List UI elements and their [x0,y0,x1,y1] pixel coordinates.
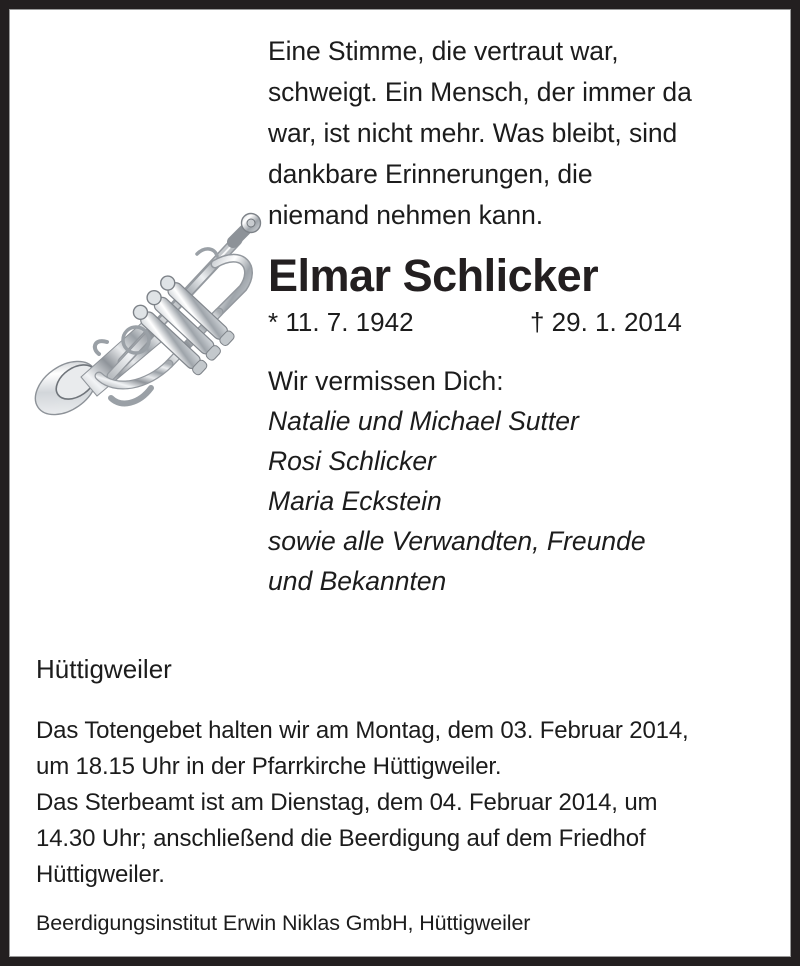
notice-canvas [9,9,791,957]
service-line: um 18.15 Uhr in der Pfarrkirche Hüttigweiler. [36,753,502,780]
service-line: Hüttigweiler. [36,861,165,888]
mourning-intro: Wir vermissen Dich: [268,366,504,396]
mourner-name: Maria Eckstein [268,486,442,516]
death-date: † 29. 1. 2014 [530,307,682,337]
service-details [36,713,776,893]
service-line: 14.30 Uhr; anschließend die Beerdigung auf dem Friedhof [36,825,646,852]
verse-line: Eine Stimme, die vertraut war, [268,36,619,66]
verse-line: war, ist nicht mehr. Was bleibt, sind [268,118,678,148]
verse-line: niemand nehmen kann. [268,200,543,230]
undertaker-credit: Beerdigungsinstitut Erwin Niklas GmbH, Hüttigweiler [36,911,531,935]
mourner-name: Natalie und Michael Sutter [268,406,579,436]
place-name: Hüttigweiler [36,654,172,684]
trumpet-illustration [19,192,267,444]
service-line: Das Totengebet halten wir am Montag, dem 03. Februar 2014, [36,717,689,744]
life-dates [268,305,773,339]
trumpet-icon [19,192,267,444]
deceased-name: Elmar Schlicker [268,250,599,301]
mourner-name: und Bekannten [268,566,447,596]
verse-line: dankbare Erinnerungen, die [268,159,593,189]
mourner-name: Rosi Schlicker [268,446,436,476]
birth-date: * 11. 7. 1942 [268,307,414,337]
text-column [268,31,773,601]
mourner-name: sowie alle Verwandten, Freunde [268,526,646,556]
verse-line: schweigt. Ein Mensch, der immer da [268,77,692,107]
mourners-list [268,401,773,601]
memorial-verse [268,31,773,236]
service-line: Das Sterbeamt ist am Dienstag, dem 04. Februar 2014, um [36,789,658,816]
